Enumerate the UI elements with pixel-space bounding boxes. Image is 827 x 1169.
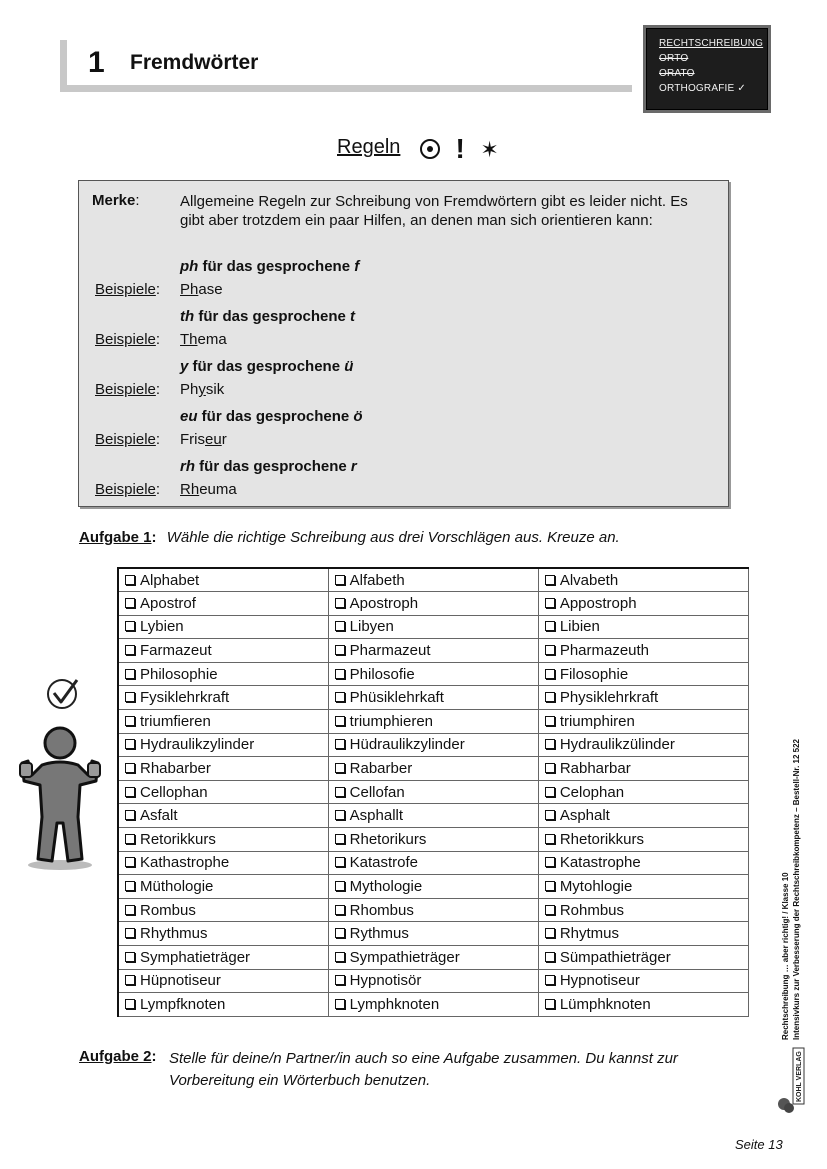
word-option[interactable] bbox=[118, 969, 328, 993]
word-option-label: Fysiklehrkraft bbox=[140, 689, 230, 707]
example-label bbox=[95, 431, 160, 448]
checkbox[interactable] bbox=[545, 787, 555, 797]
merke-label bbox=[92, 192, 140, 209]
word-option-label: Katastrofe bbox=[349, 854, 419, 872]
word-option-label: Hypnotisör bbox=[349, 972, 422, 990]
word-option-label: Sümpathieträger bbox=[559, 948, 671, 966]
checkbox[interactable] bbox=[545, 669, 555, 679]
word-option[interactable] bbox=[328, 686, 538, 710]
rule-text: für das gesprochene bbox=[194, 308, 351, 325]
word-option[interactable] bbox=[118, 993, 328, 1017]
word-option[interactable] bbox=[538, 615, 748, 639]
example-label-text: Beispiele bbox=[95, 281, 156, 298]
word-option[interactable] bbox=[538, 733, 748, 757]
checkbox[interactable] bbox=[125, 575, 135, 585]
word-option[interactable] bbox=[538, 898, 748, 922]
word-option-label: Rabharbar bbox=[559, 760, 631, 778]
word-option-label: Alfabeth bbox=[349, 571, 405, 589]
checkbox[interactable] bbox=[545, 716, 555, 726]
chalk-line-3: ORATO bbox=[659, 68, 695, 79]
word-option-label: Philosofie bbox=[349, 665, 415, 683]
word-option[interactable] bbox=[328, 780, 538, 804]
rule-1 bbox=[180, 308, 355, 325]
word-option[interactable] bbox=[538, 969, 748, 993]
task-1-colon: : bbox=[151, 529, 157, 546]
word-option[interactable] bbox=[118, 568, 328, 592]
example-word-rest: ase bbox=[198, 281, 223, 298]
rule-text: für das gesprochene bbox=[188, 358, 345, 375]
publisher-logo bbox=[776, 1046, 806, 1116]
word-option-label: Müthologie bbox=[140, 878, 214, 896]
checkbox[interactable] bbox=[545, 739, 555, 749]
word-option-label: Symphatieträger bbox=[140, 948, 251, 966]
example-word-marked: eu bbox=[205, 431, 222, 448]
thumbs-up-figure-icon bbox=[18, 725, 102, 873]
task-1-label-text: Aufgabe 1 bbox=[79, 529, 152, 546]
word-option-label: Philosophie bbox=[140, 665, 218, 683]
checkmark-circle-icon bbox=[45, 675, 81, 711]
word-option-label: Filosophie bbox=[559, 665, 629, 683]
word-option[interactable] bbox=[538, 993, 748, 1017]
word-option[interactable] bbox=[328, 592, 538, 616]
word-option[interactable] bbox=[538, 639, 748, 663]
example-word-rest: ema bbox=[197, 331, 227, 348]
word-option[interactable] bbox=[538, 592, 748, 616]
checkbox[interactable] bbox=[125, 834, 135, 844]
example-word bbox=[180, 381, 224, 398]
checkbox[interactable] bbox=[335, 598, 345, 608]
word-option[interactable] bbox=[328, 875, 538, 899]
word-option[interactable] bbox=[118, 639, 328, 663]
word-option-label: Rhabarber bbox=[140, 760, 211, 778]
checkbox[interactable] bbox=[125, 645, 135, 655]
checkbox[interactable] bbox=[335, 763, 345, 773]
checkbox[interactable] bbox=[335, 716, 345, 726]
merke-colon: : bbox=[135, 192, 140, 209]
word-option-label: Rohmbus bbox=[559, 901, 625, 919]
word-option-label: Hydraulikzülinder bbox=[559, 736, 675, 754]
example-label-text: Beispiele bbox=[95, 331, 156, 348]
word-option-label: Rhetorikkurs bbox=[559, 830, 645, 848]
task-2-label bbox=[79, 1048, 157, 1065]
example-label-text: Beispiele bbox=[95, 381, 156, 398]
word-option-label: Kathastrophe bbox=[140, 854, 230, 872]
word-option[interactable] bbox=[538, 780, 748, 804]
word-option[interactable] bbox=[538, 828, 748, 852]
chalk-line-4: ORTHOGRAFIE ✓ bbox=[659, 83, 746, 94]
checkbox[interactable] bbox=[335, 975, 345, 985]
rules-title: Regeln bbox=[337, 136, 401, 158]
word-option-label: Katastrophe bbox=[559, 854, 641, 872]
table-row bbox=[118, 851, 749, 875]
task-2-line-2: Vorbereitung ein Wörterbuch benutzen. bbox=[169, 1072, 431, 1089]
word-option-label: Rythmus bbox=[349, 925, 409, 943]
checkbox[interactable] bbox=[125, 857, 135, 867]
word-option-label: Mytohlogie bbox=[559, 878, 633, 896]
example-colon: : bbox=[155, 481, 161, 498]
rule-letters: y bbox=[180, 358, 189, 375]
chapter-title: Fremdwörter bbox=[130, 51, 259, 74]
word-option-label: Libyen bbox=[349, 618, 394, 636]
word-option-label: Physiklehrkraft bbox=[559, 689, 659, 707]
example-word bbox=[180, 481, 237, 498]
word-option[interactable] bbox=[118, 710, 328, 734]
checkbox[interactable] bbox=[545, 598, 555, 608]
rule-text: für das gesprochene bbox=[195, 458, 351, 475]
chalk-line-1: RECHTSCHREIBUNG bbox=[659, 38, 764, 49]
word-option[interactable] bbox=[538, 804, 748, 828]
task-2-text bbox=[169, 1048, 678, 1092]
checkbox[interactable] bbox=[545, 810, 555, 820]
task-1 bbox=[79, 529, 620, 546]
example-word-marked: y bbox=[198, 381, 206, 398]
table-row bbox=[118, 639, 749, 663]
rule-4 bbox=[180, 458, 357, 475]
table-row bbox=[118, 969, 749, 993]
checkbox[interactable] bbox=[545, 692, 555, 702]
example-colon: : bbox=[155, 281, 161, 298]
task-1-label bbox=[79, 529, 157, 546]
example-colon: : bbox=[155, 331, 161, 348]
checkbox[interactable] bbox=[125, 669, 135, 679]
word-option[interactable] bbox=[118, 780, 328, 804]
task-2-line-1: Stelle für deine/n Partner/in auch so eine Aufgabe zusammen. Du kannst zur bbox=[169, 1050, 678, 1067]
word-option[interactable] bbox=[328, 851, 538, 875]
checkbox[interactable] bbox=[125, 621, 135, 631]
merke-intro: Allgemeine Regeln zur Schreibung von Fremdwörtern gibt es leider nicht. Es gibt aber trotzdem ein paar Hilfen, an denen man sich orientieren kann: bbox=[180, 193, 688, 229]
rule-letters: ph bbox=[180, 258, 199, 275]
word-option[interactable] bbox=[118, 804, 328, 828]
example-word-prefix: Fris bbox=[180, 431, 205, 448]
chalkboard-image bbox=[643, 25, 771, 113]
word-option-label: Hypnotiseur bbox=[559, 972, 640, 990]
table-row bbox=[118, 592, 749, 616]
word-option-label: Hüpnotiseur bbox=[140, 972, 221, 990]
checkbox[interactable] bbox=[545, 575, 555, 585]
example-word-marked: Ph bbox=[180, 281, 199, 298]
word-option-label: Lümphknoten bbox=[559, 995, 651, 1013]
rule-sound: t bbox=[350, 308, 356, 325]
example-word bbox=[180, 281, 223, 298]
table-row bbox=[118, 757, 749, 781]
checkbox[interactable] bbox=[125, 763, 135, 773]
word-option[interactable] bbox=[538, 662, 748, 686]
checkbox[interactable] bbox=[125, 598, 135, 608]
word-option[interactable] bbox=[328, 946, 538, 970]
publisher-name: KOHL VERLAG bbox=[796, 1051, 803, 1102]
word-option-label: Rabarber bbox=[349, 760, 413, 778]
word-option-label: Sympathieträger bbox=[349, 948, 460, 966]
rule-sound: r bbox=[350, 458, 357, 475]
word-option[interactable] bbox=[118, 592, 328, 616]
word-option-label: Cellophan bbox=[140, 783, 208, 801]
checkbox[interactable] bbox=[335, 905, 345, 915]
chalk-line-2: ORTO bbox=[659, 53, 689, 64]
word-option[interactable] bbox=[328, 804, 538, 828]
side-line-1: Rechtschreibung … aber richtig! / Klasse 10 bbox=[781, 872, 790, 1040]
word-option[interactable] bbox=[328, 639, 538, 663]
word-option[interactable] bbox=[328, 757, 538, 781]
checkbox[interactable] bbox=[545, 881, 555, 891]
word-option-label: triumphieren bbox=[349, 712, 434, 730]
table-row bbox=[118, 922, 749, 946]
word-option-label: Libien bbox=[559, 618, 600, 636]
example-label-text: Beispiele bbox=[95, 431, 156, 448]
word-option-label: Alphabet bbox=[140, 571, 200, 589]
example-colon: : bbox=[155, 431, 161, 448]
chapter-number: 1 bbox=[88, 46, 105, 79]
merke-box bbox=[78, 180, 729, 507]
merke-label-text: Merke bbox=[92, 192, 136, 209]
checkbox[interactable] bbox=[545, 952, 555, 962]
word-option-label: Farmazeut bbox=[140, 642, 212, 660]
word-option[interactable] bbox=[118, 946, 328, 970]
word-option-label: Asphallt bbox=[349, 807, 404, 825]
word-option[interactable] bbox=[118, 898, 328, 922]
checkbox[interactable] bbox=[335, 952, 345, 962]
word-option-label: Lympfknoten bbox=[140, 995, 226, 1013]
example-word bbox=[180, 431, 227, 448]
rule-letters: th bbox=[180, 308, 195, 325]
word-option[interactable] bbox=[328, 568, 538, 592]
word-option-label: Appostroph bbox=[559, 594, 637, 612]
word-option[interactable] bbox=[538, 851, 748, 875]
rule-text: für das gesprochene bbox=[198, 258, 355, 275]
task-2 bbox=[79, 1048, 157, 1065]
side-line-2: Intensivkurs zur Verbesserung der Rechtschreibkompetenz – Bestell-Nr. 12 522 bbox=[792, 738, 801, 1040]
rule-sound: ü bbox=[344, 358, 354, 375]
table-row bbox=[118, 662, 749, 686]
checkbox[interactable] bbox=[335, 928, 345, 938]
table-row bbox=[118, 568, 749, 592]
table-row bbox=[118, 828, 749, 852]
checkbox[interactable] bbox=[545, 763, 555, 773]
checkbox[interactable] bbox=[125, 787, 135, 797]
table-row bbox=[118, 804, 749, 828]
example-label-text: Beispiele bbox=[95, 481, 156, 498]
word-option[interactable] bbox=[328, 993, 538, 1017]
checkbox[interactable] bbox=[335, 787, 345, 797]
checkbox[interactable] bbox=[125, 739, 135, 749]
checkbox[interactable] bbox=[545, 928, 555, 938]
rule-3 bbox=[180, 408, 363, 425]
checkbox[interactable] bbox=[125, 881, 135, 891]
word-option-label: Rhombus bbox=[349, 901, 414, 919]
checkbox[interactable] bbox=[125, 975, 135, 985]
checkbox[interactable] bbox=[335, 621, 345, 631]
checkbox[interactable] bbox=[545, 834, 555, 844]
word-option-label: Apostroph bbox=[349, 594, 419, 612]
table-row bbox=[118, 710, 749, 734]
task-2-label-text: Aufgabe 2 bbox=[79, 1048, 152, 1065]
checkbox[interactable] bbox=[545, 999, 555, 1009]
word-option[interactable] bbox=[328, 733, 538, 757]
example-word-marked: Rh bbox=[180, 481, 200, 498]
checkbox[interactable] bbox=[125, 999, 135, 1009]
word-option-label: Phüsiklehrkaft bbox=[349, 689, 444, 707]
example-word-rest: sik bbox=[205, 381, 225, 398]
word-option[interactable] bbox=[118, 851, 328, 875]
word-option[interactable] bbox=[118, 662, 328, 686]
checkbox[interactable] bbox=[335, 692, 345, 702]
side-imprint bbox=[780, 640, 802, 1040]
task-2-colon: : bbox=[151, 1048, 157, 1065]
word-option-label: Lybien bbox=[140, 618, 184, 636]
example-colon: : bbox=[155, 381, 161, 398]
checkbox[interactable] bbox=[545, 857, 555, 867]
task-1-text: Wähle die richtige Schreibung aus drei Vorschlägen aus. Kreuze an. bbox=[166, 529, 620, 546]
example-word-rest: r bbox=[221, 431, 227, 448]
word-option[interactable] bbox=[328, 898, 538, 922]
target-icon bbox=[420, 139, 440, 159]
checkbox[interactable] bbox=[545, 975, 555, 985]
word-option[interactable] bbox=[118, 757, 328, 781]
table-row bbox=[118, 946, 749, 970]
checkbox[interactable] bbox=[335, 739, 345, 749]
exclamation-icon: ! bbox=[455, 133, 465, 164]
word-option[interactable] bbox=[328, 615, 538, 639]
checkbox[interactable] bbox=[545, 645, 555, 655]
word-option-label: Pharmazeuth bbox=[559, 642, 650, 660]
checkbox[interactable] bbox=[335, 810, 345, 820]
word-option[interactable] bbox=[538, 686, 748, 710]
word-choice-table bbox=[117, 567, 749, 1017]
example-word-prefix: Ph bbox=[180, 381, 199, 398]
example-label bbox=[95, 381, 160, 398]
example-label bbox=[95, 281, 160, 298]
word-option[interactable] bbox=[538, 946, 748, 970]
example-word bbox=[180, 331, 227, 348]
table-row bbox=[118, 875, 749, 899]
table-row bbox=[118, 615, 749, 639]
word-option-label: Pharmazeut bbox=[349, 642, 431, 660]
rule-2 bbox=[180, 358, 353, 375]
rules-heading bbox=[337, 133, 499, 166]
checkbox[interactable] bbox=[335, 834, 345, 844]
word-option-label: triumfieren bbox=[140, 712, 211, 730]
checkbox[interactable] bbox=[125, 952, 135, 962]
table-row bbox=[118, 733, 749, 757]
word-option-label: Rhytmus bbox=[559, 925, 619, 943]
table-row bbox=[118, 686, 749, 710]
checkbox[interactable] bbox=[125, 810, 135, 820]
rule-text: für das gesprochene bbox=[197, 408, 354, 425]
example-word-marked: Th bbox=[180, 331, 198, 348]
word-option[interactable] bbox=[118, 828, 328, 852]
word-option-label: Cellofan bbox=[349, 783, 405, 801]
word-option[interactable] bbox=[118, 733, 328, 757]
checkbox[interactable] bbox=[335, 669, 345, 679]
word-option-label: Lymphknoten bbox=[349, 995, 440, 1013]
word-option[interactable] bbox=[538, 568, 748, 592]
rule-letters: eu bbox=[180, 408, 198, 425]
word-option[interactable] bbox=[328, 969, 538, 993]
word-option[interactable] bbox=[328, 828, 538, 852]
word-option-label: Asphalt bbox=[559, 807, 610, 825]
word-option[interactable] bbox=[118, 875, 328, 899]
word-option[interactable] bbox=[118, 686, 328, 710]
table-row bbox=[118, 780, 749, 804]
word-option-label: Rhythmus bbox=[140, 925, 208, 943]
page-number: Seite 13 bbox=[735, 1137, 783, 1152]
word-option[interactable] bbox=[538, 710, 748, 734]
word-option[interactable] bbox=[538, 922, 748, 946]
word-option-label: Hydraulikzylinder bbox=[140, 736, 255, 754]
rule-sound: f bbox=[354, 258, 360, 275]
word-option-label: Apostrof bbox=[140, 594, 196, 612]
word-option-label: Retorikkurs bbox=[140, 830, 216, 848]
checkbox[interactable] bbox=[545, 621, 555, 631]
word-option-label: Rhetorikurs bbox=[349, 830, 427, 848]
word-option-label: Rombus bbox=[140, 901, 196, 919]
checkbox[interactable] bbox=[545, 905, 555, 915]
checkbox[interactable] bbox=[335, 645, 345, 655]
word-option[interactable] bbox=[118, 922, 328, 946]
word-option[interactable] bbox=[538, 875, 748, 899]
word-option[interactable] bbox=[538, 757, 748, 781]
word-option[interactable] bbox=[118, 615, 328, 639]
word-option-label: Celophan bbox=[559, 783, 625, 801]
rule-letters: rh bbox=[180, 458, 195, 475]
checkbox[interactable] bbox=[335, 575, 345, 585]
word-option[interactable] bbox=[328, 662, 538, 686]
table-row bbox=[118, 898, 749, 922]
word-option-label: Asfalt bbox=[140, 807, 178, 825]
table-row bbox=[118, 993, 749, 1017]
word-option-label: Hüdraulikzylinder bbox=[349, 736, 465, 754]
word-option-label: triumphiren bbox=[559, 712, 635, 730]
word-option[interactable] bbox=[328, 922, 538, 946]
checkbox[interactable] bbox=[125, 692, 135, 702]
checkbox[interactable] bbox=[335, 857, 345, 867]
checkbox[interactable] bbox=[125, 905, 135, 915]
example-label bbox=[95, 331, 160, 348]
checkbox[interactable] bbox=[335, 999, 345, 1009]
word-option[interactable] bbox=[328, 710, 538, 734]
example-label bbox=[95, 481, 160, 498]
checkbox[interactable] bbox=[125, 716, 135, 726]
word-option-label: Alvabeth bbox=[559, 571, 619, 589]
rule-sound: ö bbox=[353, 408, 363, 425]
checkbox[interactable] bbox=[125, 928, 135, 938]
star-icon: ✶ bbox=[480, 137, 499, 162]
checkbox[interactable] bbox=[335, 881, 345, 891]
word-option-label: Mythologie bbox=[349, 878, 423, 896]
rule-0 bbox=[180, 258, 359, 275]
example-word-rest: euma bbox=[199, 481, 237, 498]
